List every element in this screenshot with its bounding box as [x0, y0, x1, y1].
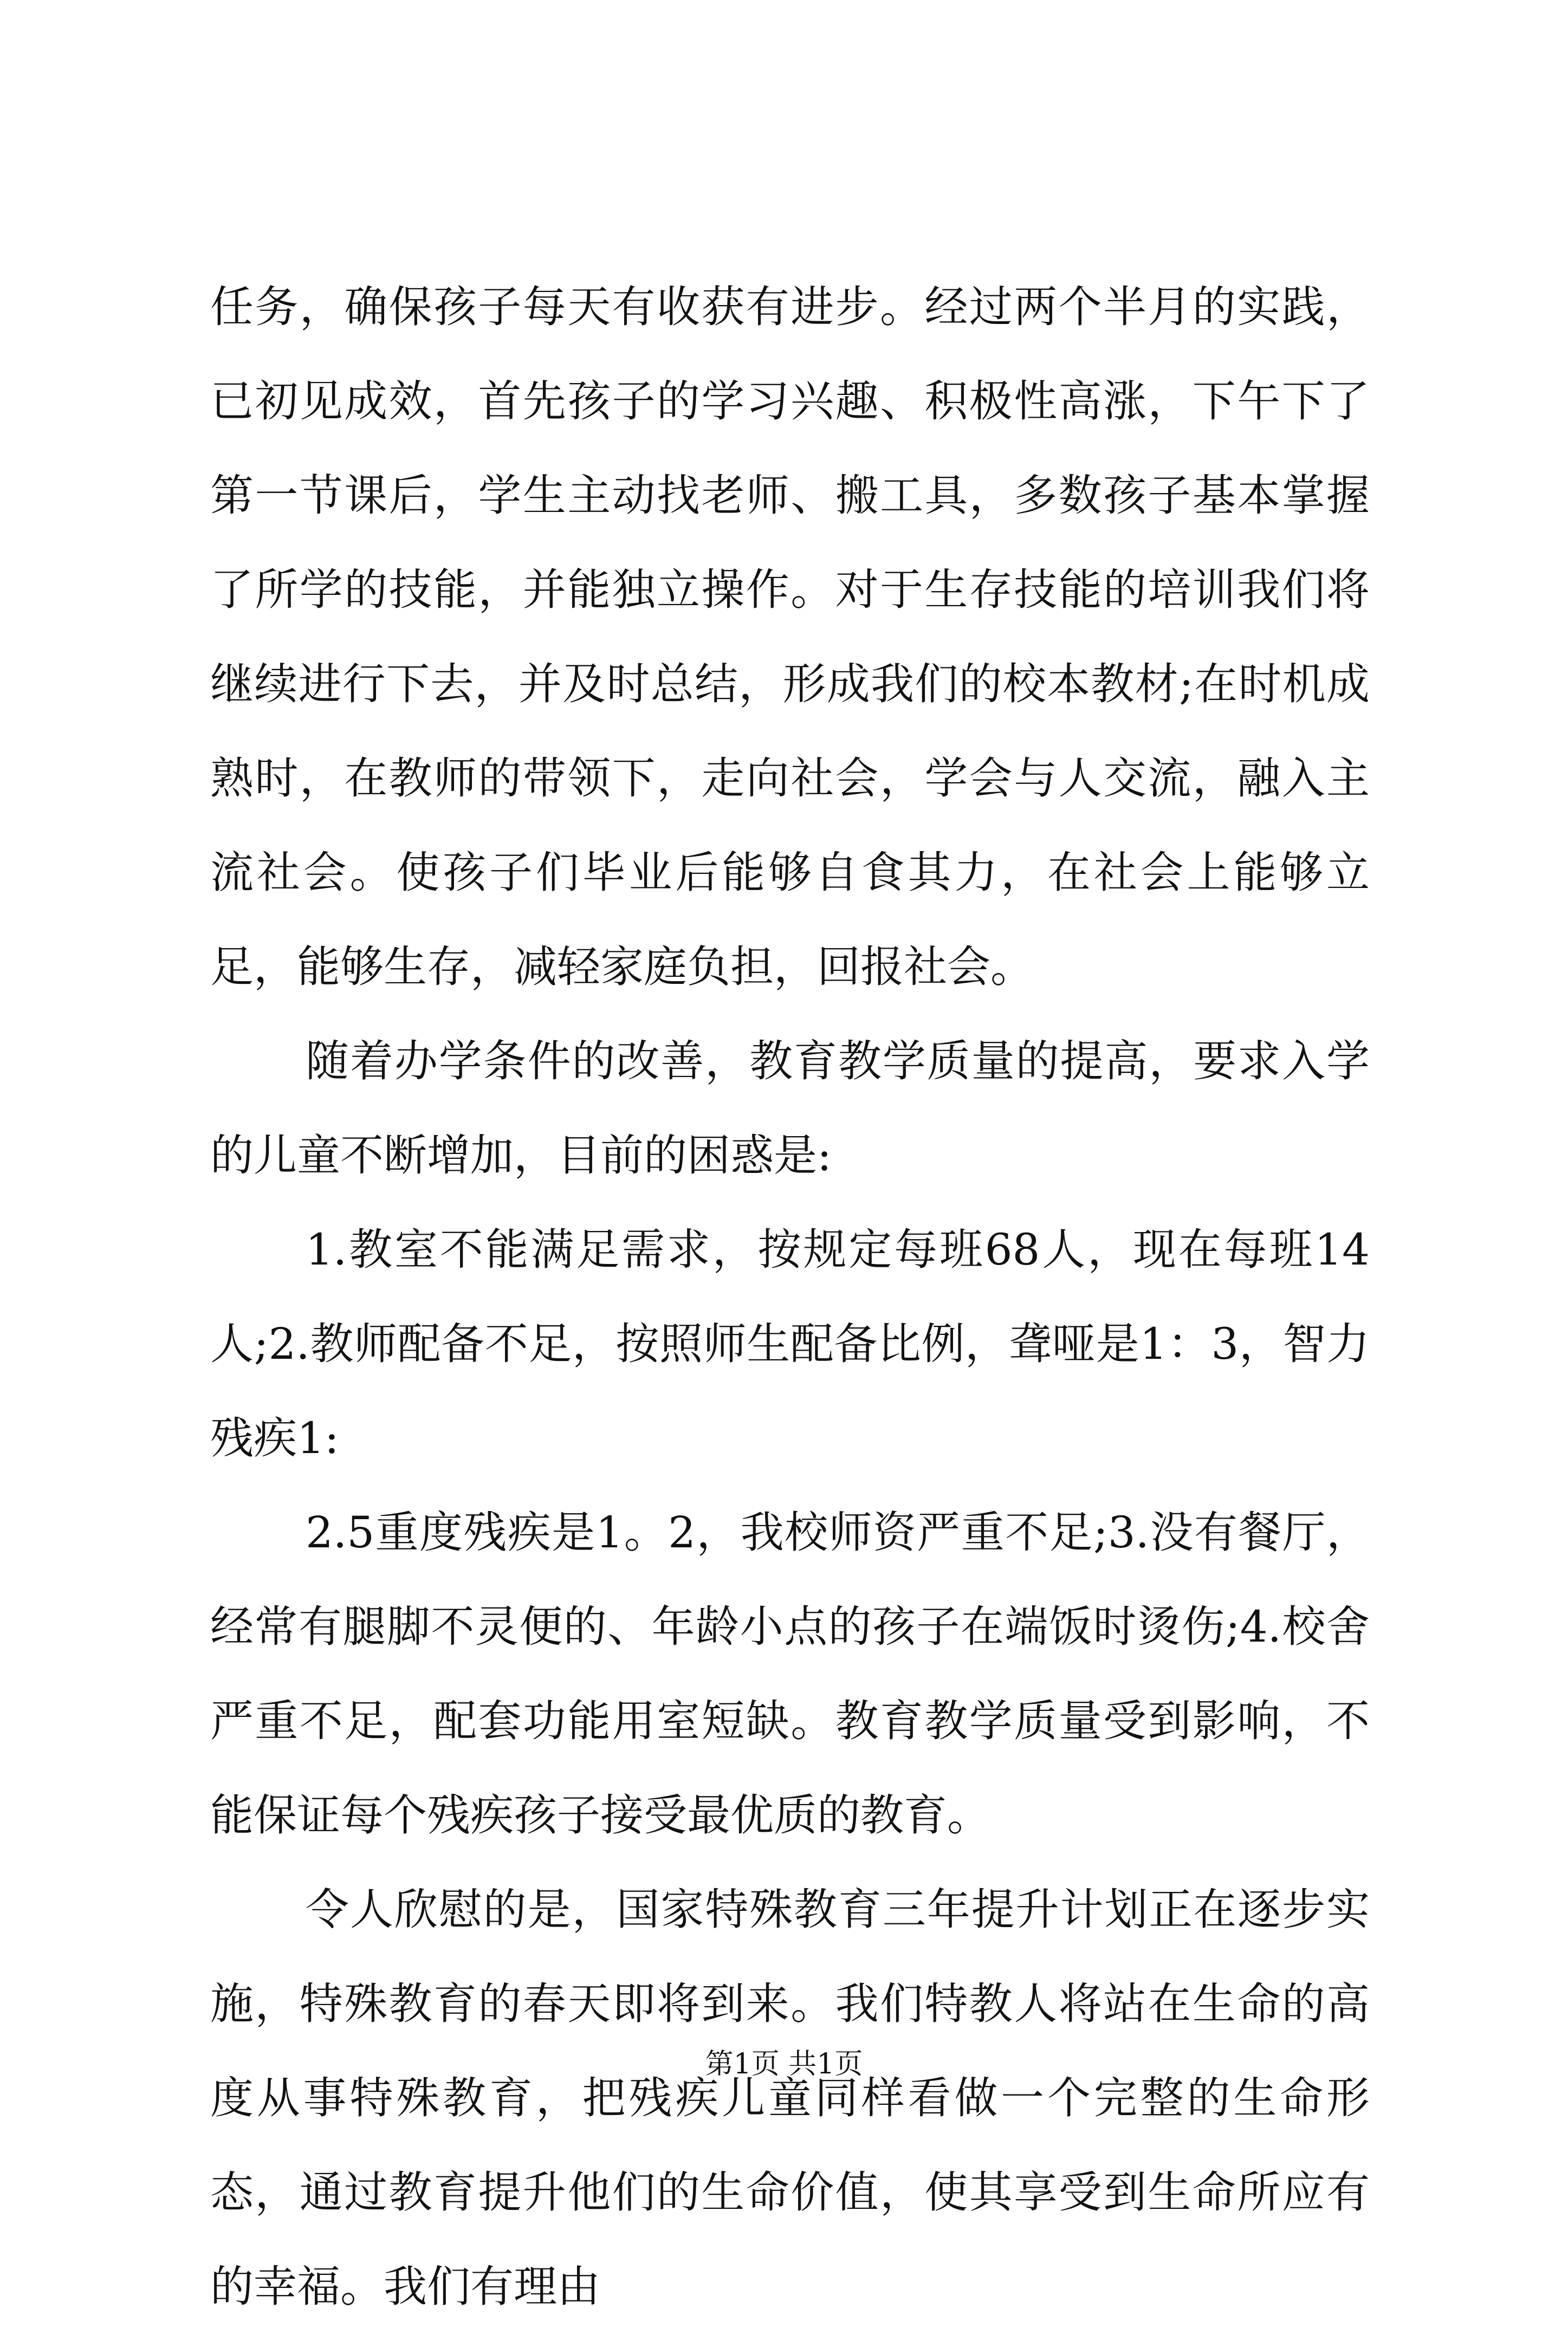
page-footer: 第1页 共1页 — [705, 2048, 863, 2080]
paragraph-issue-list-1: 1.教室不能满足需求，按规定每班68人，现在每班14人;2.教师配备不足，按照师生配备比例，聋哑是1：3，智力残疾1: — [210, 1224, 1370, 1463]
paragraph-continuation: 任务，确保孩子每天有收获有进步。经过两个半月的实践，已初见成效，首先孩子的学习兴趣、积极性高涨，下午下了第一节课后，学生主动找老师、搬工具，多数孩子基本掌握了所学的技能，并能独立操作。对于生存技能的培训我们将继续进行下去，并及时总结，形成我们的校本教材;在时机成熟时，在教师的带领下，走向社会，学会与人交流，融入主流社会。使孩子们毕业后能够自食其力，在社会上能够立足，能够生存，减轻家庭负担，回报社会。 — [210, 282, 1370, 992]
paragraph-issue-list-2: 2.5重度残疾是1。2，我校师资严重不足;3.没有餐厅，经常有腿脚不灵便的、年龄小点的孩子在端饭时烫伤;4.校舍严重不足，配套功能用室短缺。教育教学质量受到影响，不能保证每个残疾孩子接受最优质的教育。 — [210, 1507, 1370, 1840]
document-body — [210, 260, 1370, 2334]
paragraph-enrollment: 随着办学条件的改善，教育教学质量的提高，要求入学的儿童不断增加，目前的困惑是: — [210, 1036, 1370, 1181]
paragraph-outlook: 令人欣慰的是，国家特殊教育三年提升计划正在逐步实施，特殊教育的春天即将到来。我们特教人将站在生命的高度从事特殊教育，把残疾儿童同样看做一个完整的生命形态，通过教育提升他们的生命价值，使其享受到生命所应有的幸福。我们有理由 — [210, 1884, 1370, 2312]
